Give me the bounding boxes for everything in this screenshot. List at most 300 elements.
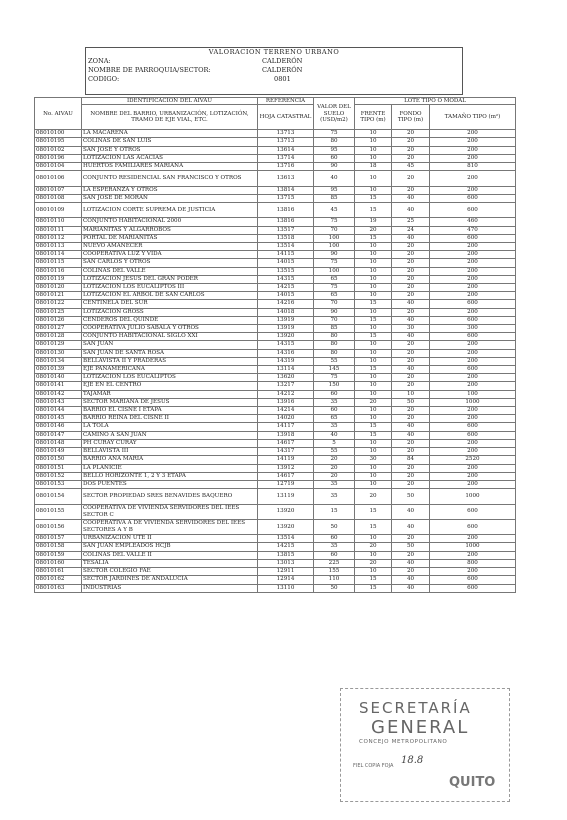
cell-fondo-tipo: 40 — [392, 559, 430, 567]
cell-aivau-code: 08010121 — [35, 292, 82, 300]
header-tamano: TAMAÑO TIPO (m²) — [430, 105, 516, 130]
table-row — [35, 171, 516, 186]
cell-barrio-name: LOTIZACION JESUS DEL GRAN PODER — [82, 275, 258, 283]
cell-barrio-name: SAN JUAN EMPLEADOS HCJB — [82, 543, 258, 551]
cell-valor-suelo: 65 — [314, 275, 355, 283]
table-row — [35, 163, 516, 171]
cell-aivau-code: 08010139 — [35, 366, 82, 374]
cell-tamano-tipo: 800 — [430, 559, 516, 567]
cell-fondo-tipo: 50 — [392, 489, 430, 504]
cell-tamano-tipo: 200 — [430, 568, 516, 576]
cell-tamano-tipo: 600 — [430, 333, 516, 341]
cell-hoja-catastral: 13918 — [258, 431, 314, 439]
cell-fondo-tipo: 20 — [392, 448, 430, 456]
cell-tamano-tipo: 1000 — [430, 489, 516, 504]
cell-aivau-code: 08010125 — [35, 308, 82, 316]
cell-tamano-tipo: 600 — [430, 203, 516, 218]
cell-frente-tipo: 15 — [355, 203, 392, 218]
table-row — [35, 431, 516, 439]
cell-valor-suelo: 50 — [314, 519, 355, 534]
cell-fondo-tipo: 40 — [392, 203, 430, 218]
cell-tamano-tipo: 200 — [430, 130, 516, 138]
cell-frente-tipo: 20 — [355, 226, 392, 234]
table-row — [35, 259, 516, 267]
cell-hoja-catastral: 14212 — [258, 390, 314, 398]
cell-valor-suelo: 20 — [314, 456, 355, 464]
cell-tamano-tipo: 2520 — [430, 456, 516, 464]
cell-barrio-name: SECTOR JARDINES DE ANDALUCIA — [82, 576, 258, 584]
cell-frente-tipo: 10 — [355, 349, 392, 357]
header-frente: FRENTE TIPO (m) — [355, 105, 392, 130]
cell-aivau-code: 08010140 — [35, 374, 82, 382]
cell-tamano-tipo: 200 — [430, 251, 516, 259]
cell-barrio-name: COOPERATIVA JULIO SABALA Y OTROS — [82, 325, 258, 333]
cell-valor-suelo: 60 — [314, 407, 355, 415]
table-row — [35, 218, 516, 226]
cell-fondo-tipo: 20 — [392, 259, 430, 267]
cell-aivau-code: 08010109 — [35, 203, 82, 218]
header-no-aivau: No. AIVAU — [35, 98, 82, 130]
cell-tamano-tipo: 200 — [430, 448, 516, 456]
cell-hoja-catastral: 13912 — [258, 464, 314, 472]
cell-fondo-tipo: 45 — [392, 163, 430, 171]
cell-frente-tipo: 10 — [355, 357, 392, 365]
table-row — [35, 357, 516, 365]
table-row — [35, 480, 516, 488]
cell-fondo-tipo: 40 — [392, 194, 430, 202]
cell-aivau-code: 08010143 — [35, 398, 82, 406]
cell-fondo-tipo: 40 — [392, 576, 430, 584]
cell-aivau-code: 08010146 — [35, 423, 82, 431]
document-header — [85, 47, 463, 95]
cell-tamano-tipo: 200 — [430, 349, 516, 357]
cell-fondo-tipo: 20 — [392, 243, 430, 251]
table-row — [35, 456, 516, 464]
cell-tamano-tipo: 200 — [430, 472, 516, 480]
cell-fondo-tipo: 20 — [392, 349, 430, 357]
cell-fondo-tipo: 20 — [392, 251, 430, 259]
table-row — [35, 146, 516, 154]
cell-frente-tipo: 10 — [355, 146, 392, 154]
cell-aivau-code: 08010116 — [35, 267, 82, 275]
table-row — [35, 316, 516, 324]
cell-tamano-tipo: 200 — [430, 292, 516, 300]
cell-frente-tipo: 15 — [355, 300, 392, 308]
cell-frente-tipo: 10 — [355, 415, 392, 423]
cell-tamano-tipo: 600 — [430, 194, 516, 202]
stamp-handwritten-number: 18.8 — [401, 755, 424, 766]
cell-barrio-name: DOS PUENTES — [82, 480, 258, 488]
cell-hoja-catastral: 14214 — [258, 407, 314, 415]
cell-valor-suelo: 85 — [314, 325, 355, 333]
cell-hoja-catastral: 14216 — [258, 300, 314, 308]
cell-frente-tipo: 10 — [355, 154, 392, 162]
cell-hoja-catastral: 14015 — [258, 259, 314, 267]
cell-fondo-tipo: 20 — [392, 267, 430, 275]
cell-fondo-tipo: 40 — [392, 423, 430, 431]
cell-valor-suelo: 95 — [314, 146, 355, 154]
table-row — [35, 398, 516, 406]
cell-valor-suelo: 55 — [314, 448, 355, 456]
cell-frente-tipo: 10 — [355, 325, 392, 333]
cell-fondo-tipo: 20 — [392, 341, 430, 349]
cell-valor-suelo: 70 — [314, 300, 355, 308]
cell-tamano-tipo: 1000 — [430, 543, 516, 551]
cell-barrio-name: LOTIZACION CORTE SUPREMA DE JUSTICIA — [82, 203, 258, 218]
cell-barrio-name: MARIANITAS Y ALGARROBOS — [82, 226, 258, 234]
cell-tamano-tipo: 600 — [430, 431, 516, 439]
cell-tamano-tipo: 1000 — [430, 398, 516, 406]
cell-tamano-tipo: 200 — [430, 407, 516, 415]
cell-valor-suelo: 80 — [314, 341, 355, 349]
cell-barrio-name: LA PLANICIE — [82, 464, 258, 472]
cell-aivau-code: 08010113 — [35, 243, 82, 251]
cell-frente-tipo: 15 — [355, 584, 392, 592]
cell-frente-tipo: 15 — [355, 366, 392, 374]
cell-aivau-code: 08010148 — [35, 439, 82, 447]
cell-aivau-code: 08010110 — [35, 218, 82, 226]
table-row — [35, 130, 516, 138]
cell-valor-suelo: 35 — [314, 398, 355, 406]
cell-barrio-name: NUEVO AMANECER — [82, 243, 258, 251]
codigo-value: 0801 — [274, 75, 291, 83]
cell-valor-suelo: 60 — [314, 551, 355, 559]
table-row — [35, 423, 516, 431]
cell-hoja-catastral: 12914 — [258, 576, 314, 584]
table-row — [35, 543, 516, 551]
cell-valor-suelo: 60 — [314, 154, 355, 162]
cell-fondo-tipo: 20 — [392, 551, 430, 559]
cell-valor-suelo: 70 — [314, 316, 355, 324]
cell-barrio-name: LOTIZACION LAS ACACIAS — [82, 154, 258, 162]
cell-hoja-catastral: 13518 — [258, 234, 314, 242]
cell-valor-suelo: 75 — [314, 374, 355, 382]
header-fondo: FONDO TIPO (m) — [392, 105, 430, 130]
cell-hoja-catastral: 13714 — [258, 154, 314, 162]
cell-aivau-code: 08010130 — [35, 349, 82, 357]
cell-tamano-tipo: 200 — [430, 464, 516, 472]
cell-aivau-code: 08010158 — [35, 543, 82, 551]
cell-frente-tipo: 20 — [355, 559, 392, 567]
cell-fondo-tipo: 25 — [392, 218, 430, 226]
cell-tamano-tipo: 200 — [430, 146, 516, 154]
cell-fondo-tipo: 40 — [392, 234, 430, 242]
cell-tamano-tipo: 470 — [430, 226, 516, 234]
cell-barrio-name: EJE PANAMERICANA — [82, 366, 258, 374]
cell-valor-suelo: 60 — [314, 535, 355, 543]
cell-fondo-tipo: 20 — [392, 284, 430, 292]
cell-barrio-name: SAN JOSE DE MORAN — [82, 194, 258, 202]
cell-frente-tipo: 10 — [355, 292, 392, 300]
cell-fondo-tipo: 40 — [392, 300, 430, 308]
cell-hoja-catastral: 13919 — [258, 316, 314, 324]
table-row — [35, 284, 516, 292]
cell-barrio-name: HUERTOS FAMILIARES MARIANA — [82, 163, 258, 171]
cell-tamano-tipo: 200 — [430, 374, 516, 382]
table-row — [35, 448, 516, 456]
table-row — [35, 300, 516, 308]
table-row — [35, 341, 516, 349]
cell-hoja-catastral: 13919 — [258, 325, 314, 333]
cell-valor-suelo: 80 — [314, 333, 355, 341]
cell-aivau-code: 08010145 — [35, 415, 82, 423]
cell-hoja-catastral: 13614 — [258, 146, 314, 154]
cell-hoja-catastral: 13816 — [258, 218, 314, 226]
cell-valor-suelo: 90 — [314, 163, 355, 171]
cell-barrio-name: SECTOR MARIANA DE JESUS — [82, 398, 258, 406]
header-lote-tipo: LOTE TIPO O MODAL — [355, 98, 516, 105]
cell-aivau-code: 08010159 — [35, 551, 82, 559]
table-row — [35, 559, 516, 567]
cell-tamano-tipo: 600 — [430, 366, 516, 374]
cell-hoja-catastral: 13517 — [258, 226, 314, 234]
cell-aivau-code: 08010154 — [35, 489, 82, 504]
cell-aivau-code: 08010147 — [35, 431, 82, 439]
cell-frente-tipo: 19 — [355, 218, 392, 226]
cell-barrio-name: BELLO HORIZONTE 1, 2 Y 3 ETAPA — [82, 472, 258, 480]
cell-fondo-tipo: 24 — [392, 226, 430, 234]
cell-tamano-tipo: 600 — [430, 234, 516, 242]
cell-frente-tipo: 10 — [355, 138, 392, 146]
stamp-line-concejo: CONCEJO METROPOLITANO — [359, 739, 448, 745]
cell-frente-tipo: 10 — [355, 568, 392, 576]
cell-hoja-catastral: 13814 — [258, 186, 314, 194]
cell-hoja-catastral: 14215 — [258, 543, 314, 551]
table-row — [35, 551, 516, 559]
table-row — [35, 439, 516, 447]
cell-frente-tipo: 10 — [355, 186, 392, 194]
cell-aivau-code: 08010122 — [35, 300, 82, 308]
cell-frente-tipo: 10 — [355, 251, 392, 259]
cell-barrio-name: TESALIA — [82, 559, 258, 567]
cell-barrio-name: SAN JUAN — [82, 341, 258, 349]
cell-tamano-tipo: 200 — [430, 439, 516, 447]
cell-barrio-name: LOTIZACION LOS EUCALIPTOS III — [82, 284, 258, 292]
cell-frente-tipo: 15 — [355, 423, 392, 431]
cell-fondo-tipo: 20 — [392, 382, 430, 390]
cell-fondo-tipo: 20 — [392, 472, 430, 480]
cell-barrio-name: LOTIZACION GROSS — [82, 308, 258, 316]
cell-hoja-catastral: 14117 — [258, 423, 314, 431]
cell-frente-tipo: 15 — [355, 431, 392, 439]
header-referencia: REFERENCIA — [258, 98, 314, 105]
cell-barrio-name: LOTIZACION LOS EUCALIPTOS — [82, 374, 258, 382]
cell-fondo-tipo: 20 — [392, 415, 430, 423]
cell-aivau-code: 08010102 — [35, 146, 82, 154]
cell-hoja-catastral: 14617 — [258, 472, 314, 480]
cell-fondo-tipo: 40 — [392, 431, 430, 439]
cell-valor-suelo: 75 — [314, 259, 355, 267]
cell-hoja-catastral: 14119 — [258, 456, 314, 464]
table-row — [35, 138, 516, 146]
table-row — [35, 407, 516, 415]
cell-aivau-code: 08010128 — [35, 333, 82, 341]
cell-frente-tipo: 10 — [355, 308, 392, 316]
cell-tamano-tipo: 200 — [430, 382, 516, 390]
cell-tamano-tipo: 600 — [430, 300, 516, 308]
cell-hoja-catastral: 14315 — [258, 275, 314, 283]
cell-hoja-catastral: 13920 — [258, 333, 314, 341]
cell-hoja-catastral: 14319 — [258, 357, 314, 365]
cell-fondo-tipo: 84 — [392, 456, 430, 464]
zona-row — [86, 57, 462, 66]
cell-hoja-catastral: 13916 — [258, 398, 314, 406]
cell-fondo-tipo: 20 — [392, 154, 430, 162]
cell-tamano-tipo: 460 — [430, 218, 516, 226]
table-row — [35, 472, 516, 480]
cell-hoja-catastral: 13815 — [258, 551, 314, 559]
cell-hoja-catastral: 14015 — [258, 292, 314, 300]
cell-frente-tipo: 15 — [355, 316, 392, 324]
cell-barrio-name: CENDEROS DEL QUINDE — [82, 316, 258, 324]
cell-aivau-code: 08010100 — [35, 130, 82, 138]
cell-fondo-tipo: 10 — [392, 390, 430, 398]
table-row — [35, 382, 516, 390]
cell-tamano-tipo: 200 — [430, 284, 516, 292]
table-row — [35, 464, 516, 472]
cell-valor-suelo: 110 — [314, 576, 355, 584]
cell-valor-suelo: 100 — [314, 234, 355, 242]
cell-fondo-tipo: 20 — [392, 407, 430, 415]
cell-frente-tipo: 10 — [355, 407, 392, 415]
table-row — [35, 251, 516, 259]
cell-aivau-code: 08010120 — [35, 284, 82, 292]
cell-barrio-name: COOPERATIVA DE VIVIENDA SERVIDORES DEL IEES SECTOR C — [82, 504, 258, 519]
cell-tamano-tipo: 200 — [430, 480, 516, 488]
cell-valor-suelo: 75 — [314, 284, 355, 292]
cell-aivau-code: 08010126 — [35, 316, 82, 324]
cell-fondo-tipo: 20 — [392, 439, 430, 447]
cell-tamano-tipo: 600 — [430, 584, 516, 592]
cell-tamano-tipo: 200 — [430, 154, 516, 162]
cell-tamano-tipo: 200 — [430, 551, 516, 559]
table-row — [35, 226, 516, 234]
cell-tamano-tipo: 200 — [430, 186, 516, 194]
cell-valor-suelo: 45 — [314, 203, 355, 218]
table-row — [35, 325, 516, 333]
cell-hoja-catastral: 14617 — [258, 439, 314, 447]
cell-tamano-tipo: 200 — [430, 138, 516, 146]
cell-frente-tipo: 10 — [355, 535, 392, 543]
cell-valor-suelo: 35 — [314, 423, 355, 431]
quito-logo: QUITO — [449, 775, 496, 790]
cell-barrio-name: CONJUNTO RESIDENCIAL SAN FRANCISCO Y OTROS — [82, 171, 258, 186]
cell-tamano-tipo: 200 — [430, 341, 516, 349]
cell-valor-suelo: 75 — [314, 130, 355, 138]
cell-aivau-code: 08010150 — [35, 456, 82, 464]
cell-valor-suelo: 60 — [314, 390, 355, 398]
cell-valor-suelo: 150 — [314, 382, 355, 390]
cell-aivau-code: 08010195 — [35, 138, 82, 146]
cell-hoja-catastral: 13110 — [258, 584, 314, 592]
table-row — [35, 243, 516, 251]
cell-fondo-tipo: 20 — [392, 374, 430, 382]
cell-fondo-tipo: 20 — [392, 292, 430, 300]
cell-valor-suelo: 80 — [314, 138, 355, 146]
cell-barrio-name: SAN JOSÉ Y OTROS — [82, 146, 258, 154]
table-row — [35, 576, 516, 584]
cell-hoja-catastral: 13013 — [258, 559, 314, 567]
cell-valor-suelo: 75 — [314, 218, 355, 226]
cell-barrio-name: LA ESPERANZA Y OTROS — [82, 186, 258, 194]
cell-frente-tipo: 10 — [355, 448, 392, 456]
cell-valor-suelo: 20 — [314, 464, 355, 472]
cell-barrio-name: COOPERATIVA LUZ Y VIDA — [82, 251, 258, 259]
cell-hoja-catastral: 13920 — [258, 504, 314, 519]
cell-tamano-tipo: 600 — [430, 316, 516, 324]
cell-frente-tipo: 10 — [355, 464, 392, 472]
cell-aivau-code: 08010162 — [35, 576, 82, 584]
cell-valor-suelo: 65 — [314, 415, 355, 423]
cell-tamano-tipo: 600 — [430, 519, 516, 534]
cell-fondo-tipo: 50 — [392, 543, 430, 551]
cell-valor-suelo: 80 — [314, 349, 355, 357]
cell-barrio-name: SECTOR PROPIEDAD SRES BENAVIDES BAQUERO — [82, 489, 258, 504]
table-row — [35, 203, 516, 218]
cell-barrio-name: LA MACARENA — [82, 130, 258, 138]
cell-hoja-catastral: 13119 — [258, 489, 314, 504]
cell-valor-suelo: 225 — [314, 559, 355, 567]
header-valor: VALOR DEL SUELO (USD/m2) — [314, 98, 355, 130]
header-nombre: NOMBRE DEL BARRIO, URBANIZACIÓN, LOTIZACIÓN, TRAMO DE EJE VIAL, ETC. — [82, 105, 258, 130]
cell-fondo-tipo: 40 — [392, 316, 430, 324]
cell-fondo-tipo: 20 — [392, 146, 430, 154]
cell-fondo-tipo: 20 — [392, 275, 430, 283]
cell-hoja-catastral: 12719 — [258, 480, 314, 488]
header-identificacion: IDENTIFICACION DEL AIVAU — [82, 98, 258, 105]
cell-aivau-code: 08010157 — [35, 535, 82, 543]
header-hoja: HOJA CATASTRAL — [258, 105, 314, 130]
cell-barrio-name: CONJUNTO HABITACIONAL SIGLO XXI — [82, 333, 258, 341]
cell-frente-tipo: 10 — [355, 374, 392, 382]
table-row — [35, 390, 516, 398]
cell-hoja-catastral: 13620 — [258, 374, 314, 382]
cell-valor-suelo: 155 — [314, 568, 355, 576]
cell-tamano-tipo: 600 — [430, 423, 516, 431]
cell-frente-tipo: 15 — [355, 504, 392, 519]
cell-barrio-name: COLINAS DEL VALLE II — [82, 551, 258, 559]
cell-tamano-tipo: 200 — [430, 357, 516, 365]
cell-barrio-name: BARRIO REINA DEL CISNE II — [82, 415, 258, 423]
cell-barrio-name: URBANIZACION UTE II — [82, 535, 258, 543]
cell-barrio-name: LOTIZACION EL ARBOL DE SAN CARLOS — [82, 292, 258, 300]
cell-hoja-catastral: 12911 — [258, 568, 314, 576]
cell-fondo-tipo: 40 — [392, 504, 430, 519]
parroquia-label: NOMBRE DE PARROQUIA/SECTOR: — [88, 66, 211, 74]
cell-fondo-tipo: 50 — [392, 398, 430, 406]
cell-valor-suelo: 100 — [314, 243, 355, 251]
table-row — [35, 366, 516, 374]
cell-barrio-name: COLINAS DE SAN LUIS — [82, 138, 258, 146]
cell-aivau-code: 08010163 — [35, 584, 82, 592]
cell-barrio-name: CAMINO A SAN JUAN — [82, 431, 258, 439]
cell-valor-suelo: 85 — [314, 194, 355, 202]
cell-fondo-tipo: 20 — [392, 186, 430, 194]
cell-aivau-code: 08010112 — [35, 234, 82, 242]
cell-valor-suelo: 50 — [314, 584, 355, 592]
table-row — [35, 267, 516, 275]
cell-barrio-name: COOPERATIVA A DE VIVIENDA SERVIDORES DEL IEES SECTORES A Y B — [82, 519, 258, 534]
cell-valor-suelo: 40 — [314, 171, 355, 186]
table-row — [35, 308, 516, 316]
cell-valor-suelo: 90 — [314, 308, 355, 316]
cell-valor-suelo: 5 — [314, 439, 355, 447]
cell-frente-tipo: 10 — [355, 390, 392, 398]
cell-frente-tipo: 10 — [355, 243, 392, 251]
cell-tamano-tipo: 200 — [430, 275, 516, 283]
cell-frente-tipo: 10 — [355, 171, 392, 186]
cell-frente-tipo: 10 — [355, 439, 392, 447]
